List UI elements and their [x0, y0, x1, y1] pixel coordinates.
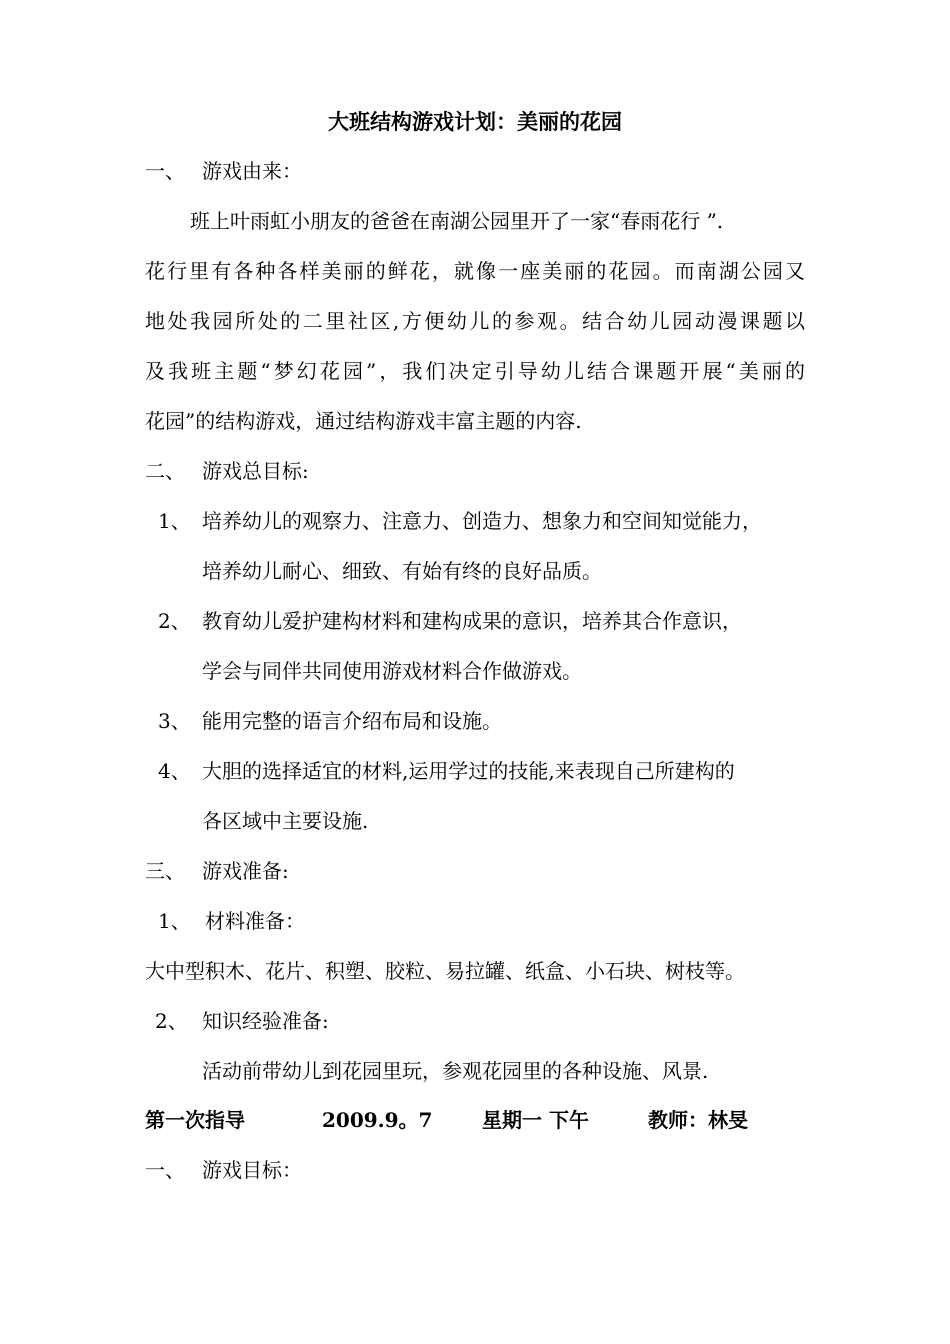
paragraph-line: 花行里有各种各样美丽的鲜花，就像一座美丽的花园。而南湖公园又 [145, 259, 805, 283]
paragraph-line: 班上叶雨虹小朋友的爸爸在南湖公园里开了一家“春雨花行 ”. [190, 209, 724, 233]
section-heading: 游戏总目标: [202, 459, 309, 483]
guidance-date: 2009.9。7 [322, 1108, 433, 1132]
section-marker: 三、 [145, 859, 185, 883]
subsection-heading: 知识经验准备: [202, 1009, 329, 1033]
list-item-line: 培养幼儿的观察力、注意力、创造力、想象力和空间知觉能力， [202, 509, 762, 533]
list-number: 2、 [155, 1009, 188, 1033]
list-item-line: 能用完整的语言介绍布局和设施。 [202, 709, 502, 733]
guidance-label: 第一次指导 [145, 1108, 245, 1132]
guidance-day: 星期一 下午 [482, 1108, 589, 1132]
section-marker: 一、 [145, 1158, 185, 1182]
document-title: 大班结构游戏计划：美丽的花园 [328, 109, 622, 134]
materials-list: 大中型积木、花片、积塑、胶粒、易拉罐、纸盒、小石块、树枝等。 [145, 959, 745, 983]
section-marker: 二、 [145, 459, 185, 483]
list-number: 1、 [158, 909, 191, 933]
list-number: 3、 [158, 709, 191, 733]
list-item-line: 学会与同伴共同使用游戏材料合作做游戏。 [202, 659, 582, 683]
list-item-line: 大胆的选择适宜的材料,运用学过的技能,来表现自己所建构的 [202, 759, 735, 783]
guidance-teacher: 教师：林旻 [648, 1108, 748, 1132]
paragraph-line: 地处我园所处的二里社区,方便幼儿的参观。结合幼儿园动漫课题以 [145, 309, 805, 333]
list-number: 4、 [158, 759, 191, 783]
section-heading: 游戏由来： [202, 159, 302, 183]
list-item-line: 各区域中主要设施. [202, 809, 369, 833]
list-number: 1、 [158, 509, 191, 533]
section-heading: 游戏目标： [202, 1158, 302, 1182]
paragraph-line: 及我班主题“梦幻花园”，我们决定引导幼儿结合课题开展“美丽的 [145, 359, 805, 383]
list-item-line: 教育幼儿爱护建构材料和建构成果的意识，培养其合作意识， [202, 609, 742, 633]
section-heading: 游戏准备: [202, 859, 289, 883]
list-item-line: 培养幼儿耐心、细致、有始有终的良好品质。 [202, 559, 602, 583]
knowledge-prep: 活动前带幼儿到花园里玩，参观花园里的各种设施、风景. [202, 1059, 709, 1083]
list-number: 2、 [158, 609, 191, 633]
section-marker: 一、 [145, 159, 185, 183]
paragraph-line: 花园”的结构游戏，通过结构游戏丰富主题的内容. [145, 409, 582, 433]
subsection-heading: 材料准备： [205, 909, 305, 933]
